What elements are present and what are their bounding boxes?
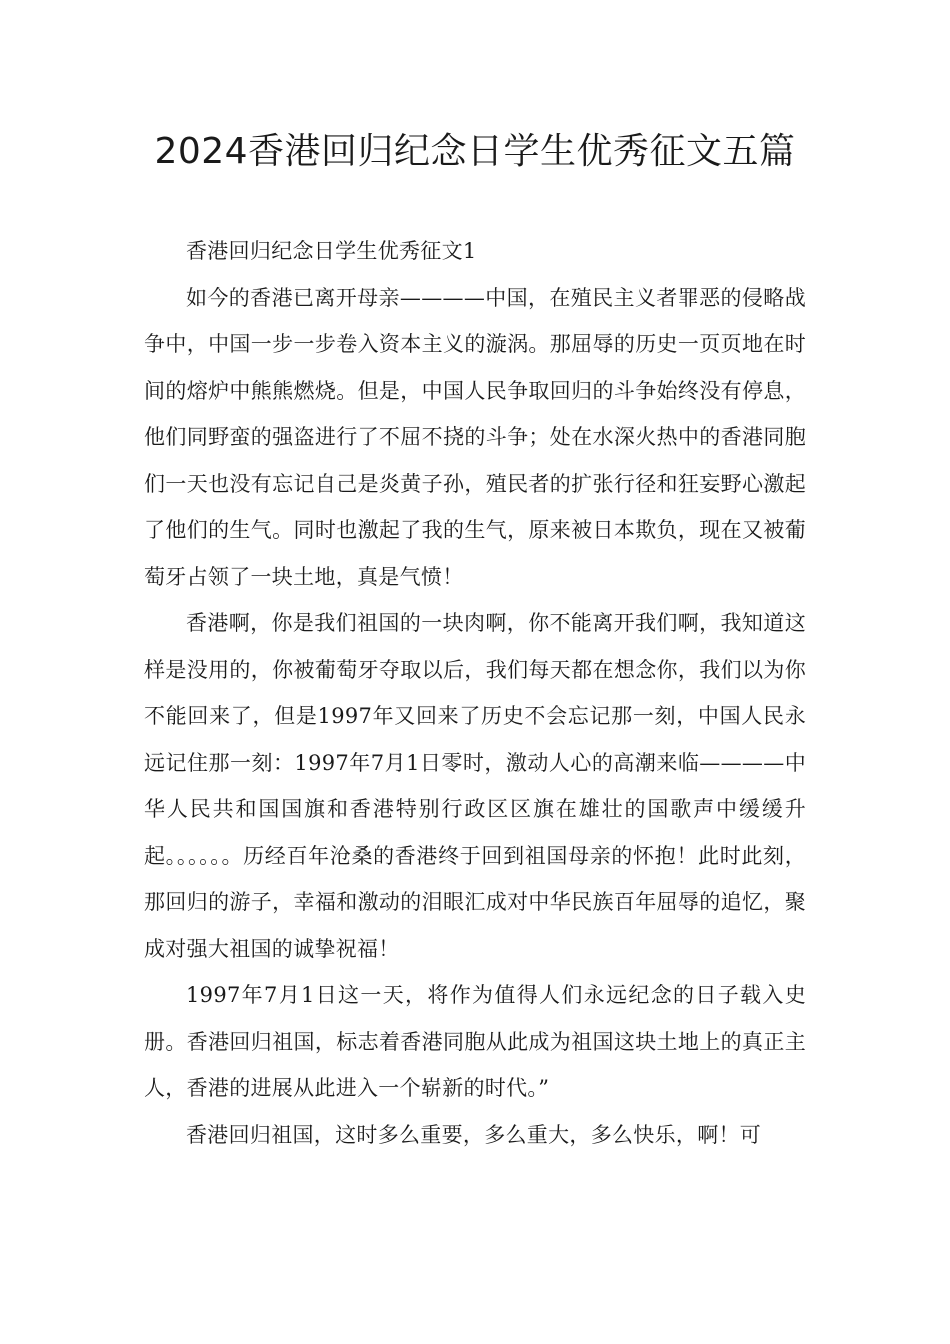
paragraph: 1997年7月1日这一天，将作为值得人们永远纪念的日子载入史册。香港回归祖国，标志着香港同胞从此成为祖国这块土地上的真正主人，香港的进展从此进入一个崭新的时代。” xyxy=(144,983,806,1100)
paragraph: 如今的香港已离开母亲————中国，在殖民主义者罪恶的侵略战争中，中国一步一步卷入资本主义的漩涡。那屈辱的历史一页页地在时间的熔炉中熊熊燃烧。但是，中国人民争取回归的斗争始终没有停息，他们同野蛮的强盗进行了不屈不挠的斗争；处在水深火热中的香港同胞们一天也没有忘记自己是炎黄子孙，殖民者的扩张行径和狂妄野心激起了他们的生气。同时也激起了我的生气，原来被日本欺负，现在又被葡萄牙占领了一块土地，真是气愤！ xyxy=(144,285,806,589)
section-subtitle: 香港回归纪念日学生优秀征文1 xyxy=(186,239,477,263)
document-body xyxy=(144,228,806,1158)
document-title: 2024香港回归纪念日学生优秀征文五篇 xyxy=(154,131,796,172)
paragraph: 香港回归祖国，这时多么重要，多么重大，多么快乐，啊！可 xyxy=(186,1122,762,1147)
paragraph: 香港啊，你是我们祖国的一块肉啊，你不能离开我们啊，我知道这样是没用的，你被葡萄牙夺取以后，我们每天都在想念你，我们以为你不能回来了，但是1997年又回来了历史不会忘记那一刻，中国人民永远记住那一刻：1997年7月1日零时，激动人心的高潮来临————中华人民共和国国旗和香港特别行政区区旗在雄壮的国歌声中缓缓升起。。。。。。历经百年沧桑的香港终于回到祖国母亲的怀抱！此时此刻，那回归的游子，幸福和激动的泪眼汇成对中华民族百年屈辱的追忆，聚成对强大祖国的诚挚祝福！ xyxy=(144,611,806,961)
